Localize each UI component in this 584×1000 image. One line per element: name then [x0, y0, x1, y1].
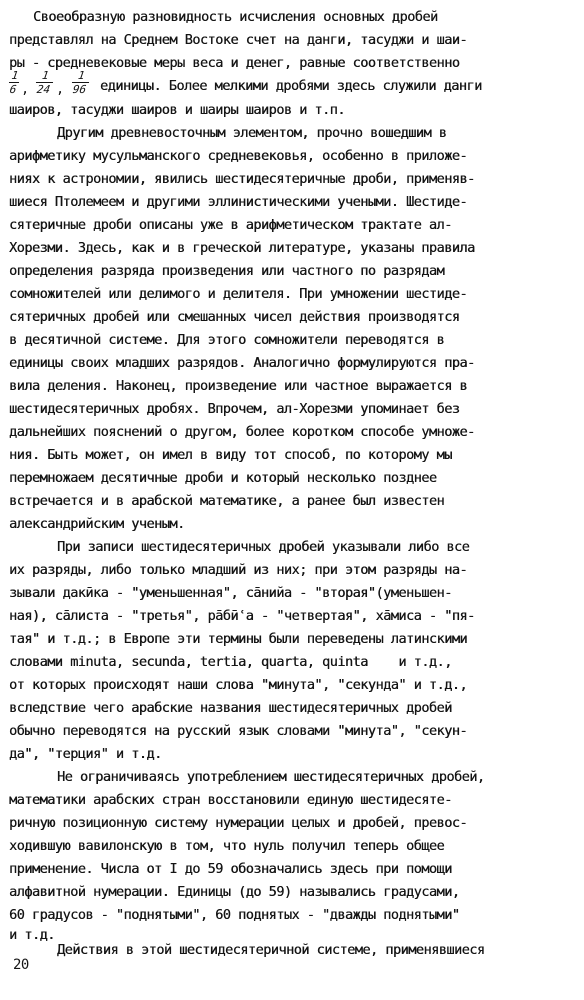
text-line: дальнейших пояснений о другом, более коротком способе умноже- — [9, 424, 475, 440]
text-line: александрийским ученым. — [9, 516, 185, 532]
text-line: и т.д. — [9, 927, 55, 943]
text-line: встречается и в арабской математике, а ранее был известен — [9, 493, 445, 509]
text-line: ры - средневековые меры веса и денег, равные соответственно — [9, 55, 460, 71]
text-line: представлял на Среднем Востоке счет на данги, тасуджи и шаи- — [9, 32, 468, 48]
text-line: При записи шестидесятеричных дробей указывали либо все — [57, 539, 470, 555]
fraction-group: 1 6 , 1 24 , 1 96 — [9, 70, 109, 100]
text-line: их разряды, либо только младший из них; при этом разряды на- — [9, 562, 468, 578]
text-line: Хорезми. Здесь, как и в греческой литературе, указаны правила — [9, 240, 475, 256]
text-line: математики арабских стран восстановили единую шестидесяте- — [9, 792, 452, 808]
text-line: ходившую вавилонскую в том, что нуль получил теперь общее — [9, 838, 445, 854]
text-line: применение. Числа от I до 59 обозначались здесь при помощи — [9, 861, 452, 877]
text-line: словами minuta, secunda, tertia, quarta, quinta и т.д., — [9, 654, 452, 670]
text-line: сятеричные дроби описаны уже в арифметическом трактате ал- — [9, 217, 452, 233]
page-number: 20 — [13, 957, 29, 973]
text-line: Другим древневосточным элементом, прочно вошедшим в — [57, 125, 447, 141]
text-line: алфавитной нумерации. Единицы (до 59) назывались градусами, — [9, 884, 460, 900]
fraction-one-ninety-sixth: 1 96 — [70, 70, 91, 95]
text-line: перемножаем десятичные дроби и который несколько позднее — [9, 470, 437, 486]
text-line: 60 градусов - "поднятыми", 60 поднятых - "дважды поднятыми" — [9, 907, 460, 923]
text-line: шиеся Птолемеем и другими эллинистическими учеными. Шестиде- — [9, 194, 468, 210]
text-line: сятеричных дробей или смешанных чисел действия производятся — [9, 309, 460, 325]
text-line: в десятичной системе. Для этого сомножители переводятся в — [9, 332, 445, 348]
text-line: определения разряда произведения или частного по разрядам — [9, 263, 445, 279]
fraction-one-twenty-fourth: 1 24 — [34, 70, 55, 95]
text-line: арифметику мусульманского средневековья, особенно в приложе- — [9, 148, 468, 164]
text-line: шаиров, тасуджи шаиров и шаиры шаиров и т.п. — [9, 102, 345, 118]
text-line: ния. Быть может, он имел в виду тот способ, по которому мы — [9, 447, 452, 463]
text-line: единицы своих младших разрядов. Аналогично формулируются пра- — [9, 355, 475, 371]
text-line: шестидесятеричных дробях. Впрочем, ал-Хорезми упоминает без — [9, 401, 460, 417]
text-line: сомножителей или делимого и делителя. При умножении шестиде- — [9, 286, 468, 302]
text-line: ная), са̄листа - "третья", ра̄бӣʿа - "четвертая", ха̄миса - "пя- — [9, 608, 475, 624]
text-line: ричную позиционную систему нумерации целых и дробей, превос- — [9, 815, 468, 831]
text-line: да", "терция" и т.д. — [9, 746, 162, 762]
text-line: Действия в этой шестидесятеричной системе, применявшиеся — [57, 942, 485, 958]
text-line: ниях к астрономии, явились шестидесятеричные дроби, применяв- — [9, 171, 475, 187]
text-line: от которых происходят наши слова "минута", "секунда" и т.д., — [9, 677, 468, 693]
text-line: обычно переводятся на русский язык словами "минута", "секун- — [9, 723, 468, 739]
text-line: зывали дакӣка - "уменьшенная", са̄нийа - "вторая"(уменьшен- — [9, 585, 452, 601]
text-line: вследствие чего арабские названия шестидесятеричных дробей — [9, 700, 452, 716]
text-line: вила деления. Наконец, произведение или частное выражается в — [9, 378, 468, 394]
fraction-one-sixth: 1 6 — [8, 69, 20, 96]
text-line: единицы. Более мелкими дробями здесь служили данги — [100, 78, 482, 94]
text-line: Не ограничиваясь употреблением шестидесятеричных дробей, — [57, 769, 485, 785]
text-line: тая" и т.д.; в Европе эти термины были переведены латинскими — [9, 631, 468, 647]
text-line: Своеобразную разновидность исчисления основных дробей — [33, 9, 438, 25]
